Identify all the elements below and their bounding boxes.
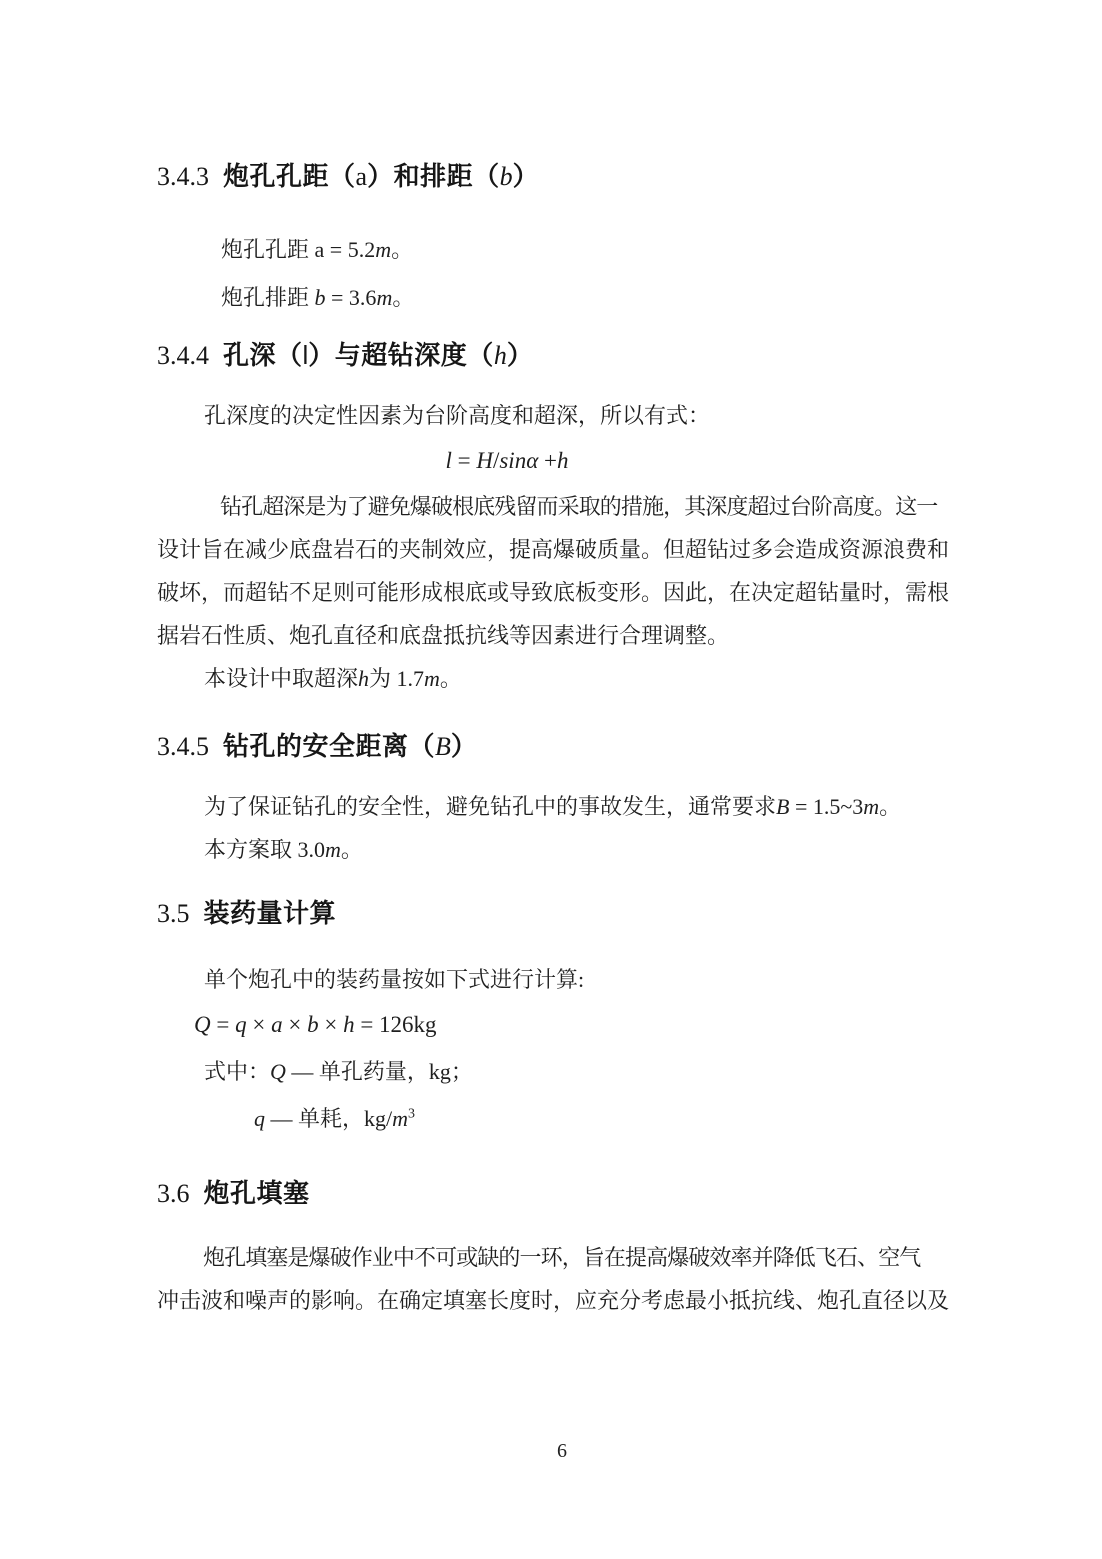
heading-number: 3.4.3: [157, 162, 209, 191]
unit-m: m: [375, 237, 392, 262]
paragraph-line: 冲击波和噪声的影响。在确定填塞长度时，应充分考虑最小抵抗线、炮孔直径以及: [157, 1288, 950, 1313]
heading-number: 3.4.5: [157, 732, 209, 761]
variable-Q: Q: [270, 1059, 286, 1084]
variable-h: h: [343, 1012, 355, 1037]
operator: ×: [282, 1012, 308, 1037]
operator: ×: [318, 1012, 344, 1037]
paragraph-line: 炮孔填塞是爆破作业中不可或缺的一环，旨在提高爆破效率并降低飞石、空气: [203, 1245, 921, 1270]
heading-3-6: [157, 1177, 967, 1210]
line-safety-distance: [157, 785, 967, 828]
value: = 1.5~3: [789, 794, 864, 819]
value: = 3.6: [325, 285, 377, 310]
variable-b: b: [314, 285, 326, 310]
unit-m: m: [376, 285, 393, 310]
operator: /: [492, 448, 500, 473]
line-hole-spacing: [157, 226, 967, 274]
text: 为了保证钻孔的安全性，避免钻孔中的事故发生，通常要求: [204, 794, 777, 819]
heading-text: 孔深（: [223, 340, 303, 370]
heading-3-4-4: [157, 339, 967, 372]
operator: ×: [246, 1012, 272, 1037]
superscript-3: 3: [408, 1106, 416, 1122]
line-row-spacing: [157, 274, 967, 322]
heading-number: 3.4.4: [157, 341, 209, 370]
heading-text: ）: [450, 731, 478, 761]
heading-number: 3.6: [157, 1179, 190, 1208]
paragraph-line: 设计旨在减少底盘岩石的夹制效应，提高爆破质量。但超钻过多会造成资源浪费和: [157, 537, 950, 562]
variable-q: q: [235, 1012, 247, 1037]
heading-text: 炮孔填塞: [203, 1178, 310, 1208]
variable-a: a: [271, 1012, 283, 1037]
operator: =: [451, 448, 477, 473]
label: 炮孔排距: [221, 285, 315, 310]
variable-l: l: [445, 448, 452, 473]
result: = 126: [354, 1012, 414, 1037]
variable-b: b: [499, 162, 513, 191]
text: — 单孔药量，kg；: [285, 1059, 473, 1084]
paragraph-overdrill: [157, 485, 967, 657]
line-scheme-value: [157, 828, 967, 871]
variable-h: h: [358, 666, 370, 691]
term-sin-alpha: sinα: [499, 448, 539, 473]
variable-a: a: [355, 162, 368, 191]
unit-kg: kg: [413, 1012, 437, 1037]
heading-text: ）与超钻深度（: [308, 340, 494, 370]
variable-H: H: [476, 448, 493, 473]
line-where-Q: [157, 1049, 967, 1095]
unit-m: m: [863, 794, 880, 819]
value: = 5.2: [324, 237, 376, 262]
text: 本设计中取超深: [204, 666, 359, 691]
line-overdrill-value: [157, 657, 967, 700]
heading-text: ）和排距（: [367, 161, 500, 191]
unit-m: m: [325, 837, 341, 862]
punct: 。: [392, 285, 415, 310]
formula-hole-depth: [102, 437, 912, 485]
variable-B: B: [776, 794, 790, 819]
variable-B: B: [435, 732, 451, 761]
heading-number: 3.5: [157, 899, 190, 928]
punct: 。: [391, 237, 414, 262]
unit-m: m: [424, 666, 440, 691]
text: 本方案取 3.0: [204, 837, 326, 862]
variable-b: b: [307, 1012, 319, 1037]
text: 式中：: [204, 1059, 271, 1084]
variable-l: l: [302, 340, 309, 370]
line-where-q: [157, 1095, 967, 1143]
paragraph-charge-intro: 单个炮孔中的装药量按如下式进行计算:: [204, 967, 585, 992]
label: 炮孔孔距: [221, 237, 315, 262]
variable-a: a: [314, 237, 325, 262]
variable-h: h: [557, 448, 569, 473]
heading-text: 钻孔的安全距离（: [223, 731, 436, 761]
text: — 单耗，kg/: [265, 1106, 393, 1131]
heading-3-4-3: [157, 160, 967, 193]
heading-3-5: [157, 897, 967, 930]
punct: 。: [340, 837, 363, 862]
paragraph-line: 破坏，而超钻不足则可能形成根底或导致底板变形。因此，在决定超钻量时，需根: [157, 580, 950, 605]
operator: =: [210, 1012, 236, 1037]
page-number: 6: [557, 1440, 567, 1462]
paragraph-depth-intro: 孔深度的决定性因素为台阶高度和超深，所以有式：: [204, 403, 711, 428]
variable-h: h: [493, 341, 507, 370]
paragraph-line: 钻孔超深是为了避免爆破根底残留而采取的措施，其深度超过台阶高度。这一: [220, 494, 938, 519]
operator: +: [538, 448, 558, 473]
formula-charge: [157, 1001, 967, 1049]
variable-Q: Q: [194, 1012, 211, 1037]
paragraph-stemming: [157, 1236, 967, 1322]
unit-m: m: [392, 1106, 409, 1131]
heading-text: 装药量计算: [203, 898, 337, 928]
value: 为 1.7: [369, 666, 425, 691]
page-content: [157, 0, 967, 1473]
variable-q: q: [254, 1106, 265, 1131]
punct: 。: [879, 794, 902, 819]
heading-text: ）: [512, 161, 540, 191]
paragraph-line: 据岩石性质、炮孔直径和底盘抵抗线等因素进行合理调整。: [157, 623, 730, 648]
heading-3-4-5: [157, 730, 967, 763]
heading-text: 炮孔孔距（: [223, 161, 356, 191]
punct: 。: [439, 666, 462, 691]
heading-text: ）: [506, 340, 534, 370]
